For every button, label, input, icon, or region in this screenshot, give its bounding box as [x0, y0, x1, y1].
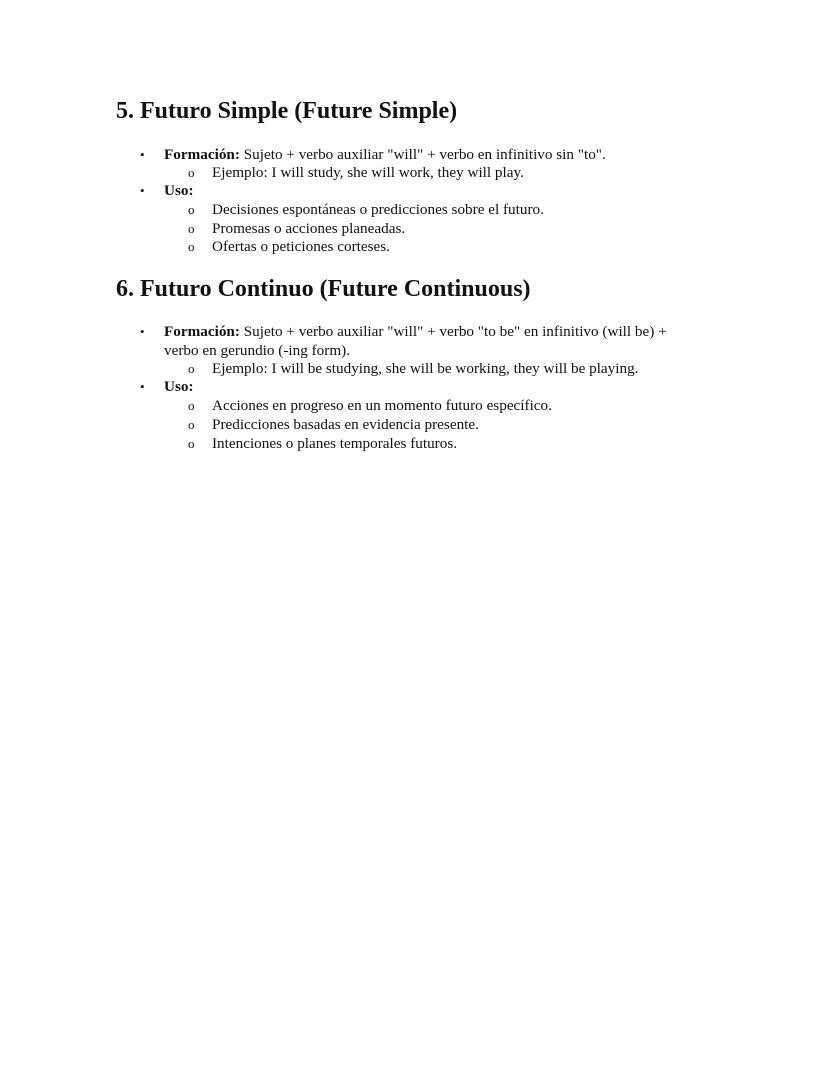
formation-text: Sujeto + verbo auxiliar "will" + verbo en infinitivo sin "to". [239, 146, 606, 163]
formation-line [164, 145, 606, 164]
sub-bullet: o [188, 361, 195, 376]
sub-bullet: o [188, 436, 195, 451]
use-item: Acciones en progreso en un momento futuro específico. [212, 397, 552, 414]
formation-label: Formación: [164, 323, 240, 340]
use-item: Intenciones o planes temporales futuros. [212, 435, 458, 452]
formation-line [164, 322, 667, 341]
use-item: Decisiones espontáneas o predicciones sobre el futuro. [212, 201, 544, 218]
bullet: • [140, 183, 145, 198]
formation-line-continued: verbo en gerundio (-ing form). [164, 342, 350, 359]
formation-text: Sujeto + verbo auxiliar "will" + verbo "to be" en infinitivo (will be) + [239, 323, 667, 340]
sub-bullet: o [188, 165, 195, 180]
formation-label: Formación: [164, 146, 240, 163]
bullet: • [140, 147, 145, 162]
uso-label: Uso: [164, 378, 194, 395]
use-item: Promesas o acciones planeadas. [212, 220, 406, 237]
use-item: Ofertas o peticiones corteses. [212, 238, 390, 255]
sub-bullet: o [188, 239, 195, 254]
sub-bullet: o [188, 417, 195, 432]
sub-bullet: o [188, 221, 195, 236]
sub-bullet: o [188, 202, 195, 217]
section-heading: 6. Futuro Continuo (Future Continuous) [116, 276, 531, 302]
uso-label: Uso: [164, 182, 194, 199]
example-line: Ejemplo: I will study, she will work, they will play. [212, 164, 524, 181]
section-heading: 5. Futuro Simple (Future Simple) [116, 98, 458, 124]
sub-bullet: o [188, 398, 195, 413]
use-item: Predicciones basadas en evidencia presente. [212, 416, 479, 433]
bullet: • [140, 324, 145, 339]
example-line: Ejemplo: I will be studying, she will be working, they will be playing. [212, 360, 639, 377]
bullet: • [140, 379, 145, 394]
